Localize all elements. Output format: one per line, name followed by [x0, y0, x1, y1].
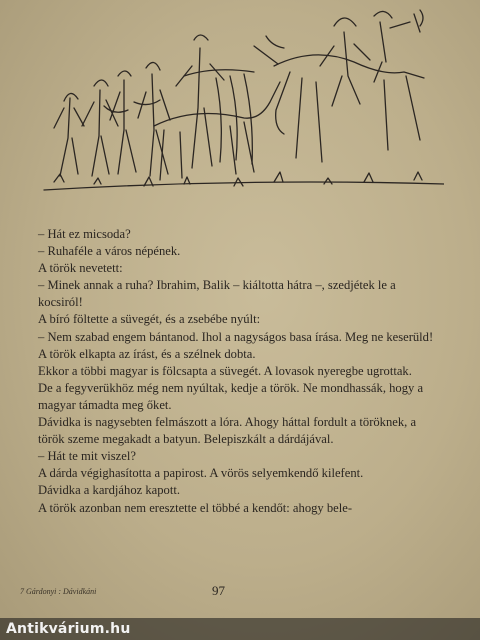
paragraph: A dárda végighasította a papirost. A vörös selyemkendő kilefent. — [38, 466, 364, 481]
paragraph: A török nevetett: — [38, 261, 123, 276]
book-reference: 7 Gárdonyi : Dávidkáni — [20, 587, 97, 596]
paragraph: – Nem szabad engem bántanod. Ihol a nagyságos basa írása. Meg ne keserüld! — [38, 329, 434, 344]
paragraph: – Hát ez micsoda? — [38, 227, 131, 241]
paragraph: A bíró föltette a süvegét, és a zsebébe nyúlt: — [38, 312, 261, 327]
paragraph: Ekkor a többi magyar is fölcsapta a süvegét. A lovasok nyeregbe ugrottak. — [38, 363, 412, 378]
paragraph: Dávidka is nagysebten felmászott a lóra. Ahogy háttal fordult a töröknek, a török szeme megakadt a batyun. Belepiszkált a dárdájával. — [38, 415, 417, 447]
paragraph: – Minek annak a ruha? Ibrahim, Balik – kiáltotta hátra –, szedjétek le a kocsiról! — [38, 278, 396, 310]
paragraph: Dávidka a kardjához kapott. — [38, 483, 180, 498]
paragraph: A török elkapta az írást, és a szélnek dobta. — [38, 346, 256, 361]
paragraph: A török azonban nem eresztette el többé a kendőt: ahogy bele- — [38, 500, 353, 515]
paragraph: – Ruhaféle a város népének. — [38, 244, 181, 259]
body-text — [38, 226, 442, 517]
horsemen-and-soldiers-illustration — [34, 6, 444, 206]
watermark-bar — [0, 618, 480, 640]
page-number: 97 — [212, 583, 225, 598]
paragraph: De a fegyverükhöz még nem nyúltak, kedje a török. Ne mondhassák, hogy a magyar támadta meg őket. — [38, 380, 424, 412]
watermark-text: Antikvárium.hu — [6, 621, 131, 637]
paragraph: – Hát te mit viszel? — [38, 449, 136, 464]
